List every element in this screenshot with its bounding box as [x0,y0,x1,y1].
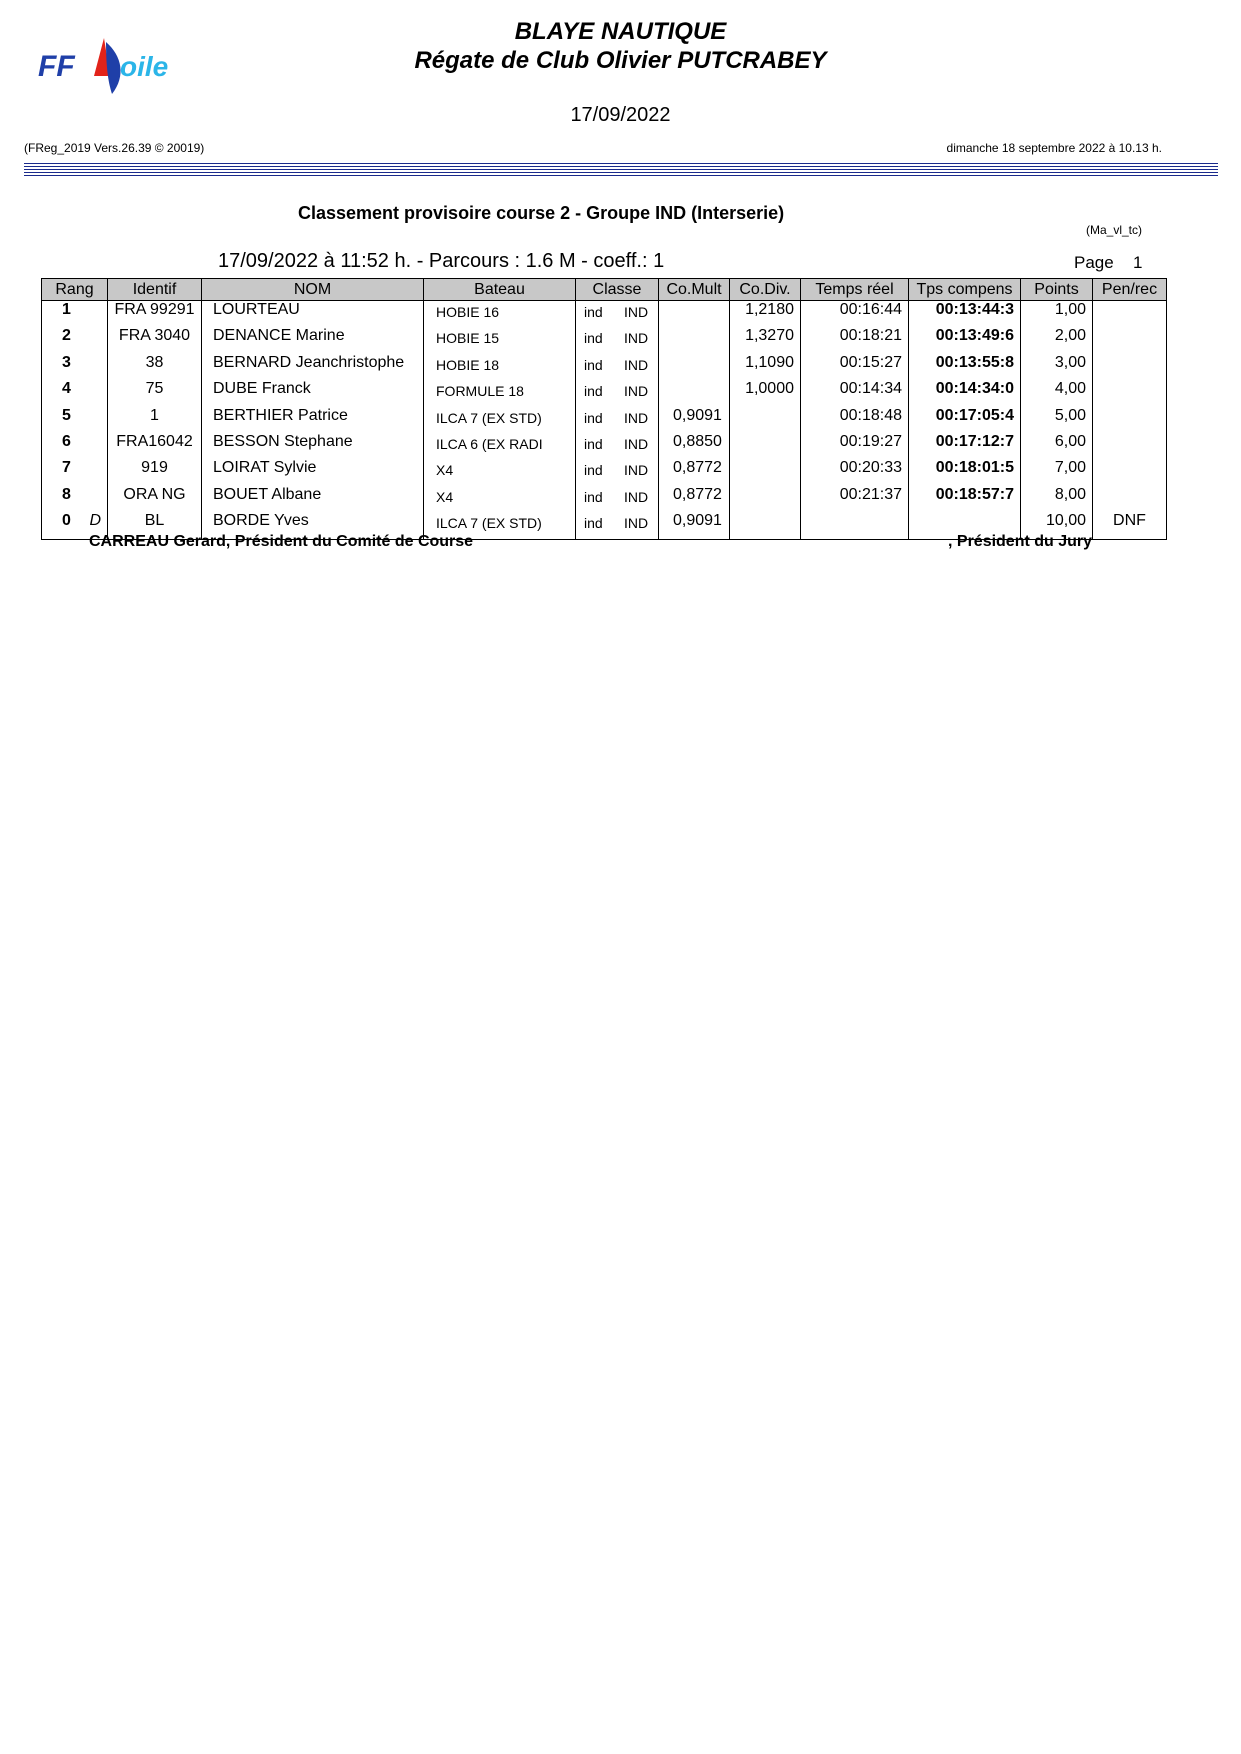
cell-rang [42,327,108,353]
cell-identif: FRA16042 [108,433,202,459]
cell-comult: 0,9091 [659,512,730,539]
cell-pen-rec [1093,301,1167,328]
cell-bateau: ILCA 7 (EX STD) [424,512,576,539]
cell-tps-compens: 00:17:05:4 [909,407,1021,433]
cell-rang [42,354,108,380]
cell-points: 7,00 [1021,459,1093,485]
cell-bateau: X4 [424,459,576,485]
cell-points: 6,00 [1021,433,1093,459]
cell-comult [659,380,730,406]
table-row [42,433,1167,459]
ref-code: (Ma_vl_tc) [1086,223,1143,237]
cell-classe [576,407,659,433]
rank-value: 5 [62,406,71,424]
cell-classe [576,433,659,459]
logo-ff: FF [38,50,75,83]
classe-group: IND [624,435,649,452]
cell-rang [42,433,108,459]
cell-classe [576,459,659,485]
software-version: (FReg_2019 Vers.26.39 © 20019) [24,141,205,155]
cell-points: 5,00 [1021,407,1093,433]
rank-value: 2 [62,327,71,345]
cell-pen-rec [1093,354,1167,380]
page-number: 1 [1133,253,1143,272]
cell-points: 4,00 [1021,380,1093,406]
cell-nom: BERNARD Jeanchristophe [202,354,424,380]
cell-pen-rec [1093,459,1167,485]
cell-points: 8,00 [1021,486,1093,512]
cell-tps-compens: 00:13:44:3 [909,301,1021,328]
table-row [42,380,1167,406]
cell-temps-reel: 00:18:48 [801,407,909,433]
cell-nom: LOIRAT Sylvie [202,459,424,485]
regatta-title: Régate de Club Olivier PUTCRABEY [414,47,827,74]
ranking-title: Classement provisoire course 2 - Groupe IND (Interserie) [298,203,785,223]
logo-oile: oile [120,51,169,82]
cell-pen-rec [1093,407,1167,433]
race-info: 17/09/2022 à 11:52 h. - Parcours : 1.6 M - coeff.: 1 [218,250,665,272]
classe-code: ind [584,330,603,347]
header-rule [24,163,1218,164]
col-header: Pen/rec [1093,279,1167,301]
cell-temps-reel: 00:15:27 [801,354,909,380]
rank-value: 3 [62,353,71,371]
cell-identif: 75 [108,380,202,406]
classe-group: IND [624,462,649,479]
cell-identif: 38 [108,354,202,380]
cell-pen-rec [1093,327,1167,353]
cell-tps-compens: 00:18:57:7 [909,486,1021,512]
cell-identif: 1 [108,407,202,433]
cell-points: 1,00 [1021,301,1093,328]
cell-classe [576,380,659,406]
rank-flag: D [89,512,101,530]
cell-identif: 919 [108,459,202,485]
cell-bateau: ILCA 7 (EX STD) [424,407,576,433]
classe-code: ind [584,356,603,373]
cell-rang [42,459,108,485]
cell-tps-compens: 00:18:01:5 [909,459,1021,485]
classe-code: ind [584,435,603,452]
classe-code: ind [584,462,603,479]
cell-rang [42,301,108,328]
cell-bateau: FORMULE 18 [424,380,576,406]
cell-temps-reel: 00:20:33 [801,459,909,485]
cell-codiv [730,486,801,512]
cell-codiv [730,407,801,433]
cell-temps-reel: 00:19:27 [801,433,909,459]
cell-points: 10,00 [1021,512,1093,539]
cell-comult [659,327,730,353]
cell-nom: LOURTEAU [202,301,424,328]
header-rule [24,166,1218,167]
cell-codiv: 1,1090 [730,354,801,380]
organizer-title: BLAYE NAUTIQUE [514,18,727,45]
cell-classe [576,354,659,380]
cell-temps-reel: 00:16:44 [801,301,909,328]
col-header: Tps compens [909,279,1021,301]
col-header: Points [1021,279,1093,301]
cell-classe [576,486,659,512]
table-row [42,486,1167,512]
rank-value: 4 [62,380,71,398]
cell-rang [42,407,108,433]
classe-code: ind [584,488,603,505]
classe-group: IND [624,330,649,347]
rank-value: 6 [62,432,71,450]
cell-codiv: 1,3270 [730,327,801,353]
cell-identif: FRA 3040 [108,327,202,353]
cell-identif: ORA NG [108,486,202,512]
cell-bateau: ILCA 6 (EX RADI [424,433,576,459]
cell-codiv [730,459,801,485]
cell-codiv: 1,0000 [730,380,801,406]
cell-nom: DUBE Franck [202,380,424,406]
cell-classe [576,512,659,539]
classe-group: IND [624,304,649,320]
cell-identif: FRA 99291 [108,301,202,328]
table-header-row [42,279,1167,301]
cell-rang [42,380,108,406]
cell-bateau: HOBIE 15 [424,327,576,353]
col-header: Co.Div. [730,279,801,301]
table-row [42,354,1167,380]
cell-comult: 0,8772 [659,486,730,512]
classe-code: ind [584,515,603,532]
classe-code: ind [584,409,603,426]
cell-bateau: HOBIE 18 [424,354,576,380]
rank-value: 1 [62,301,71,318]
rank-value: 8 [62,485,71,503]
table-row [42,327,1167,353]
cell-bateau: X4 [424,486,576,512]
classe-group: IND [624,356,649,373]
cell-codiv [730,433,801,459]
cell-temps-reel: 00:18:21 [801,327,909,353]
header-rule [24,175,1218,176]
rank-value: 7 [62,459,71,477]
cell-temps-reel: 00:21:37 [801,486,909,512]
results-body [42,301,1167,540]
col-header: Identif [108,279,202,301]
cell-classe [576,301,659,328]
results-table [41,278,1167,540]
cell-classe [576,327,659,353]
cell-identif: BL [108,512,202,539]
col-header: Rang [42,279,108,301]
cell-nom: BERTHIER Patrice [202,407,424,433]
cell-points: 2,00 [1021,327,1093,353]
cell-tps-compens: 00:14:34:0 [909,380,1021,406]
classe-group: IND [624,488,649,505]
jury-signature: , Président du Jury [948,533,1093,550]
col-header: Classe [576,279,659,301]
col-header: Co.Mult [659,279,730,301]
cell-pen-rec: DNF [1093,512,1167,539]
cell-bateau: HOBIE 16 [424,301,576,328]
header-rule [24,172,1218,173]
cell-pen-rec [1093,433,1167,459]
cell-nom: BESSON Stephane [202,433,424,459]
cell-tps-compens: 00:13:55:8 [909,354,1021,380]
cell-temps-reel: 00:14:34 [801,380,909,406]
cell-comult [659,301,730,328]
cell-codiv [730,512,801,539]
race-committee-signature: CARREAU Gerard, Président du Comité de Course [89,533,474,550]
col-header: Bateau [424,279,576,301]
table-row [42,301,1167,328]
col-header: NOM [202,279,424,301]
cell-comult: 0,8850 [659,433,730,459]
classe-code: ind [584,383,603,400]
table-row [42,407,1167,433]
cell-nom: BORDE Yves [202,512,424,539]
cell-tps-compens: 00:13:49:6 [909,327,1021,353]
classe-group: IND [624,515,649,532]
page-label: Page [1074,253,1114,272]
cell-nom: BOUET Albane [202,486,424,512]
rank-value: 0 [62,512,71,530]
cell-codiv: 1,2180 [730,301,801,328]
cell-temps-reel [801,512,909,539]
cell-points: 3,00 [1021,354,1093,380]
table-row [42,459,1167,485]
cell-comult: 0,8772 [659,459,730,485]
generated-timestamp: dimanche 18 septembre 2022 à 10.13 h. [946,141,1162,155]
cell-pen-rec [1093,486,1167,512]
cell-rang [42,486,108,512]
classe-group: IND [624,383,649,400]
cell-comult: 0,9091 [659,407,730,433]
event-date: 17/09/2022 [570,104,671,126]
cell-tps-compens: 00:17:12:7 [909,433,1021,459]
header-rule [24,169,1218,170]
cell-comult [659,354,730,380]
col-header: Temps réel [801,279,909,301]
cell-nom: DENANCE Marine [202,327,424,353]
classe-group: IND [624,409,649,426]
classe-code: ind [584,304,603,320]
cell-pen-rec [1093,380,1167,406]
